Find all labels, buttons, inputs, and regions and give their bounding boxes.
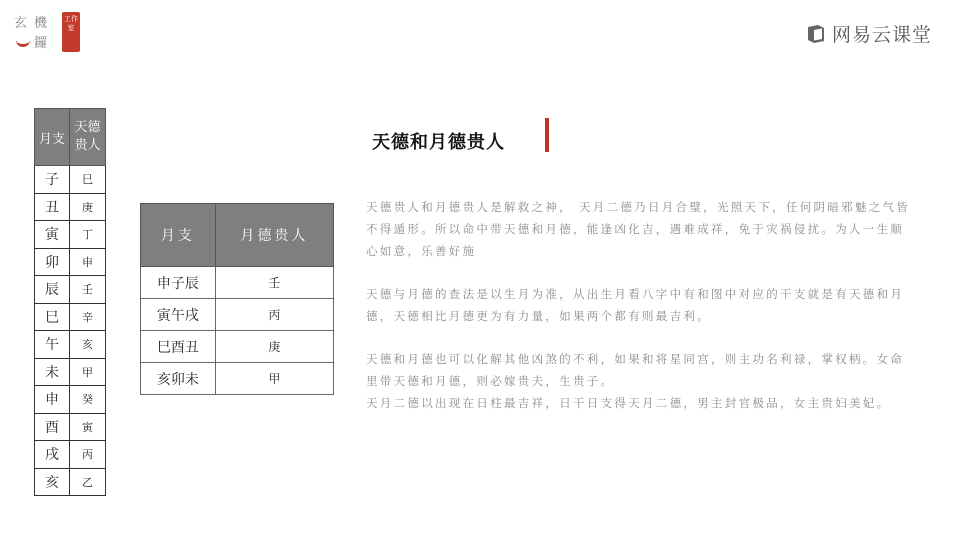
cell-value: 辛 bbox=[70, 303, 106, 331]
logo-char: 機 bbox=[34, 16, 48, 31]
logo-char: 鑼 bbox=[34, 36, 48, 51]
cell-month: 酉 bbox=[35, 413, 70, 441]
table-row bbox=[35, 193, 106, 221]
cell-value: 甲 bbox=[70, 358, 106, 386]
cell-value: 寅 bbox=[70, 413, 106, 441]
cell-month: 未 bbox=[35, 358, 70, 386]
header-yuede: 月德贵人 bbox=[215, 204, 333, 267]
cell-value: 丙 bbox=[70, 441, 106, 469]
yuede-table bbox=[140, 203, 334, 395]
cell-month: 申 bbox=[35, 386, 70, 414]
table-row bbox=[35, 248, 106, 276]
cell-month: 戌 bbox=[35, 441, 70, 469]
table-header-row bbox=[35, 109, 106, 166]
logo-char: 玄 bbox=[14, 16, 28, 31]
cell-month: 子 bbox=[35, 166, 70, 194]
cell-value: 丁 bbox=[70, 221, 106, 249]
cell-month: 午 bbox=[35, 331, 70, 359]
cell-month: 卯 bbox=[35, 248, 70, 276]
cell-month: 辰 bbox=[35, 276, 70, 304]
cell-value: 亥 bbox=[70, 331, 106, 359]
table-row bbox=[35, 303, 106, 331]
cell-value: 癸 bbox=[70, 386, 106, 414]
cell-month: 巳 bbox=[35, 303, 70, 331]
cell-month-group: 寅午戌 bbox=[141, 299, 216, 331]
cell-value: 壬 bbox=[70, 276, 106, 304]
cell-value: 乙 bbox=[70, 468, 106, 496]
cell-month: 寅 bbox=[35, 221, 70, 249]
cell-month: 亥 bbox=[35, 468, 70, 496]
table-row bbox=[141, 267, 334, 299]
brand-name: 网易云课堂 bbox=[831, 24, 932, 46]
header-month-branch: 月支 bbox=[141, 204, 216, 267]
cell-month-group: 巳酉丑 bbox=[141, 331, 216, 363]
table-row bbox=[35, 441, 106, 469]
cell-value: 丙 bbox=[215, 299, 333, 331]
paragraph-method: 天德与月德的查法是以生月为准，从出生月看八字中有和图中对应的干支就是有天德和月德，天德相比月德更为有力量，如果两个都有则最吉利。 bbox=[366, 287, 905, 323]
netease-book-icon bbox=[806, 24, 826, 44]
table-row bbox=[35, 221, 106, 249]
header-tiande: 天德贵人 bbox=[70, 109, 106, 166]
brush-stroke-icon bbox=[16, 34, 30, 47]
cell-month-group: 申子辰 bbox=[141, 267, 216, 299]
netease-logo bbox=[806, 20, 932, 47]
paragraph-intro: 天德贵人和月德贵人是解救之神， 天月二德乃日月合璧，光照天下，任何阴暗邪魅之气皆不得遁形。所以命中带天德和月德，能逢凶化吉，遇难成祥，免于灾祸侵扰。为人一生顺心如意，乐善好施 bbox=[366, 200, 911, 258]
cell-value: 巳 bbox=[70, 166, 106, 194]
table-row bbox=[35, 166, 106, 194]
table-row bbox=[141, 299, 334, 331]
table-row bbox=[35, 276, 106, 304]
studio-logo bbox=[14, 10, 84, 54]
table-row bbox=[35, 468, 106, 496]
cell-month: 丑 bbox=[35, 193, 70, 221]
seal-stamp: 工作室 bbox=[62, 12, 80, 52]
header-month-branch: 月支 bbox=[35, 109, 70, 166]
table-row bbox=[141, 363, 334, 395]
table-row bbox=[35, 386, 106, 414]
table-header-row bbox=[141, 204, 334, 267]
cell-value: 庚 bbox=[215, 331, 333, 363]
cell-value: 申 bbox=[70, 248, 106, 276]
cell-value: 壬 bbox=[215, 267, 333, 299]
table-row bbox=[35, 413, 106, 441]
cell-value: 甲 bbox=[215, 363, 333, 395]
table-row bbox=[35, 331, 106, 359]
title-accent-bar bbox=[545, 118, 549, 152]
tiande-table bbox=[34, 108, 106, 496]
cell-value: 庚 bbox=[70, 193, 106, 221]
table-row bbox=[35, 358, 106, 386]
table-row bbox=[141, 331, 334, 363]
paragraph-effects: 天德和月德也可以化解其他凶煞的不利，如果和将星同宫，则主功名利禄，掌权柄。女命里带天德和月德，则必嫁贵夫，生贵子。 天月二德以出现在日柱最吉祥，日干日支得天月二德，男主封官极品，女主贵妇美妃。 bbox=[366, 352, 905, 410]
cell-month-group: 亥卯未 bbox=[141, 363, 216, 395]
slide-title: 天德和月德贵人 bbox=[372, 132, 505, 153]
